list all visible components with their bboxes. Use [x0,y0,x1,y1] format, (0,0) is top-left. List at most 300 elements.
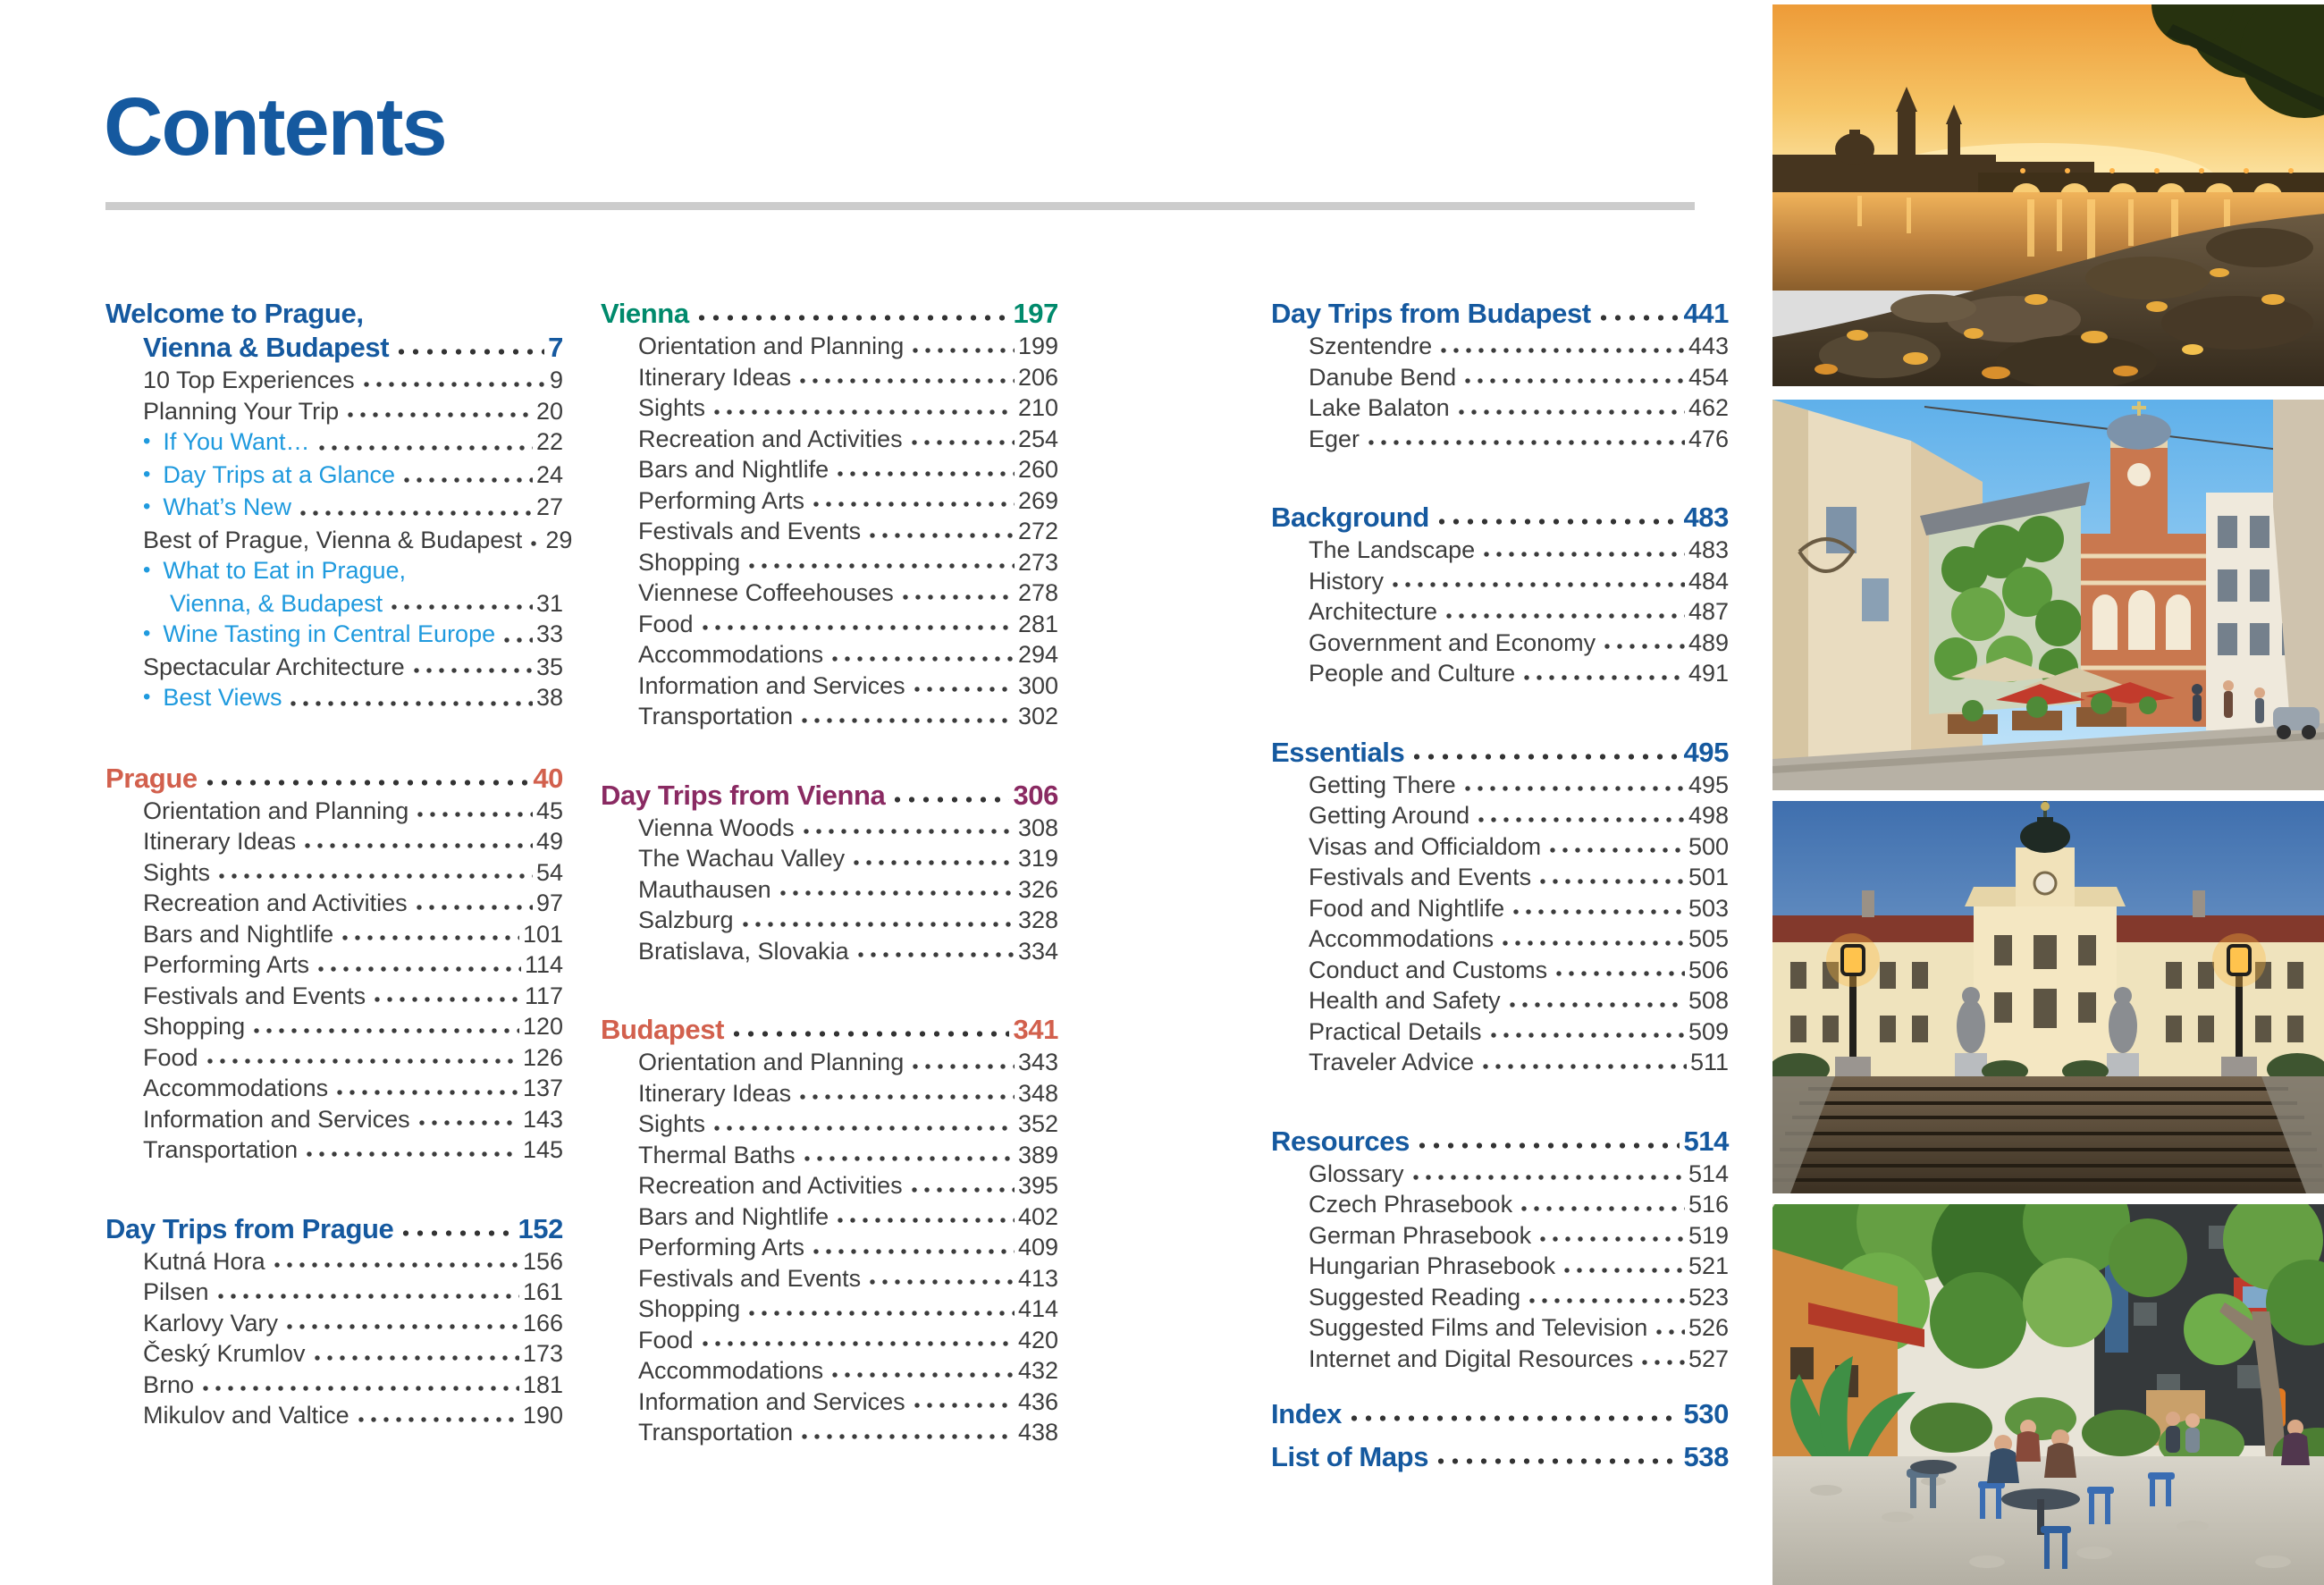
toc-entry-label: Performing Arts [638,1234,805,1260]
toc-entry-label: What to Eat in Prague, [163,557,407,584]
toc-entry-page: 35 [535,653,563,680]
photo-vienna-street-church [1772,400,2324,790]
toc-entry-label: Practical Details [1309,1017,1482,1045]
toc-entry-label: Mikulov and Valtice [143,1402,349,1429]
dot-leader [890,779,1009,813]
toc-entry-label: Kutná Hora [143,1247,265,1275]
dot-leader [1526,1282,1685,1313]
bullet-icon: • [143,621,151,645]
toc-entry-page: 117 [524,982,563,1009]
toc-entry-label: Brno [143,1370,195,1398]
dot-leader [1410,1159,1685,1190]
toc-entry-page: 254 [1017,425,1058,452]
toc-entry-page: 120 [522,1013,563,1040]
dot-leader [1487,1016,1685,1048]
dot-leader [800,813,1015,844]
toc-entry [1271,985,1729,1016]
toc-section-prague [105,762,563,1166]
toc-entry [1271,424,1729,455]
toc-entry-label: Pilsen [143,1278,209,1305]
toc-entry-page: 348 [1017,1079,1058,1107]
section-title-row [1271,1440,1729,1474]
toc-entry [105,949,563,981]
toc-entry-continuation [105,588,563,620]
toc-entry [601,639,1058,670]
toc-section-day-trips-prague [105,1212,563,1431]
toc-entry [105,682,563,715]
toc-entry-page: 145 [522,1136,563,1163]
section-title-row [601,779,1058,813]
title-rule [105,202,1695,210]
toc-entry [1271,1220,1729,1252]
toc-entry-label: Český Krumlov [143,1340,306,1367]
toc-entry [1271,566,1729,597]
dot-leader [866,516,1015,547]
toc-entry [1271,955,1729,986]
section-title-row [105,762,563,796]
toc-entry [105,981,563,1012]
toc-entry-label: Sights [638,394,706,421]
toc-entry-label: What’s New [163,493,291,520]
toc-entry-label: Shopping [638,548,741,576]
section-title-row [601,1013,1058,1047]
toc-entry-label: Food [143,1043,198,1071]
dot-leader [810,485,1015,517]
toc-section-background [1271,501,1729,689]
toc-entry-label: Sights [638,1110,706,1137]
dot-leader [695,297,1010,331]
section-page-number: 7 [548,332,563,363]
toc-entry-page: 319 [1017,845,1058,872]
section-title-row [1271,501,1729,535]
toc-entry-label: Festivals and Events [1309,864,1532,890]
toc-entry-label: The Wachau Valley [638,845,846,872]
toc-entry-page: 508 [1688,987,1729,1014]
toc-entry-page: 498 [1688,802,1729,829]
dot-leader [1537,862,1685,893]
dot-leader [271,1246,519,1277]
toc-entry-page: 500 [1688,832,1729,860]
toc-entry-page: 432 [1017,1357,1058,1384]
dot-leader [1506,985,1685,1016]
toc-entry-page: 495 [1688,771,1729,798]
toc-entry [105,365,563,396]
toc-entry-page: 24 [535,460,563,488]
toc-entry [601,1294,1058,1325]
toc-entry-label: Hungarian Phrasebook [1309,1252,1556,1279]
section-page-number: 197 [1013,298,1058,329]
toc-entry-page: 526 [1688,1314,1729,1341]
toc-entry [1271,331,1729,362]
dot-leader [1435,501,1680,535]
toc-entry-label: Orientation and Planning [638,1049,905,1075]
toc-entry-label: German Phrasebook [1309,1221,1532,1249]
toc-entry-page: 527 [1688,1345,1729,1372]
toc-entry [105,619,563,652]
toc-entry-label: Itinerary Ideas [638,363,792,391]
toc-entry [1271,392,1729,424]
dot-leader [1389,566,1685,597]
toc-entry-page: 190 [522,1402,563,1429]
toc-entry [601,331,1058,362]
toc-section-vienna [601,297,1058,732]
toc-entry [601,392,1058,424]
toc-entry [601,485,1058,517]
section-title: Prague [105,762,198,794]
section-title: Resources [1271,1125,1410,1157]
toc-entry-page: 269 [1017,486,1058,514]
toc-entry [105,492,563,525]
toc-entry-label: Mauthausen [638,875,771,903]
section-title-row [1271,736,1729,770]
toc-entry-page: 199 [1017,333,1058,359]
toc-entry-page: 521 [1688,1252,1729,1279]
toc-entry-label: Getting There [1309,771,1456,798]
toc-entry [601,1047,1058,1078]
toc-entry-page: 501 [1688,864,1729,890]
dot-leader [1475,800,1685,831]
bullet-icon: • [143,494,151,518]
toc-entry-page: 462 [1688,394,1729,421]
toc-entry-label: Orientation and Planning [143,797,409,824]
dot-leader [1561,1251,1685,1282]
toc-entry-page: 389 [1017,1141,1058,1168]
toc-entry [601,1263,1058,1294]
toc-entry-label: Danube Bend [1309,363,1457,391]
dot-leader [798,701,1015,732]
toc-entry [601,1325,1058,1356]
section-title: Day Trips from Prague [105,1212,394,1244]
toc-entry-label: Transportation [638,1419,794,1446]
toc-section-essentials [1271,736,1729,1078]
dot-leader [400,459,533,493]
toc-entry-page: 483 [1688,536,1729,563]
dot-leader [316,426,533,459]
toc-entry [601,547,1058,578]
dot-leader [796,1078,1015,1109]
dot-leader [339,919,519,950]
toc-entry [601,578,1058,609]
toc-entry-page: 487 [1688,598,1729,625]
toc-entry [105,1338,563,1370]
toc-entry-label: Vienna, & Budapest [170,589,383,617]
toc-entry-label: Viennese Coffeehouses [638,579,894,606]
dot-leader [855,936,1015,967]
toc-entry-label: Thermal Baths [638,1141,796,1168]
toc-entry-page: 272 [1017,518,1058,544]
toc-entry [105,888,563,919]
dot-leader [1347,1397,1680,1431]
toc-entry [105,1134,563,1166]
toc-entry-label: Suggested Reading [1309,1283,1521,1311]
toc-entry-page: 511 [1689,1049,1729,1075]
dot-leader [798,1417,1015,1448]
dot-leader [777,874,1015,906]
toc-entry-label: Vienna Woods [638,814,795,841]
dot-leader [416,1104,519,1135]
toc-entry-label: Glossary [1309,1159,1404,1187]
toc-entry-label: Food [638,610,694,637]
toc-entry-label: Bars and Nightlife [638,456,829,483]
toc-entry-page: 114 [524,951,563,978]
dot-leader [1461,362,1685,393]
dot-leader [711,1109,1015,1140]
toc-entry-page: 509 [1688,1017,1729,1045]
toc-entry [1271,535,1729,566]
toc-entry [1271,923,1729,955]
dot-leader [899,578,1015,609]
toc-entry-page: 22 [535,428,563,455]
toc-entry-label: Eger [1309,425,1360,452]
toc-entry-label: 10 Top Experiences [143,367,355,393]
toc-entry-label: Accommodations [143,1075,329,1101]
dot-leader [311,1338,519,1370]
toc-entry-page: 273 [1017,548,1058,576]
toc-entry-page: 206 [1017,363,1058,391]
toc-column-1 [105,297,573,1431]
toc-entry-label: Food and Nightlife [1309,894,1505,922]
toc-entry [1271,1251,1729,1282]
section-title: Background [1271,502,1429,533]
toc-entry-page: 491 [1688,660,1729,687]
dot-leader [909,331,1015,362]
toc-entry-label: Visas and Officialdom [1309,832,1542,860]
toc-entry-page: 506 [1688,956,1729,983]
toc-section-day-trips-vienna [601,779,1058,967]
toc-entry-page: 409 [1017,1234,1058,1260]
toc-entry [601,362,1058,393]
dot-leader [1443,596,1685,628]
section-page-number: 530 [1683,1398,1729,1429]
toc-entry-page: 402 [1017,1202,1058,1230]
dot-leader [388,588,533,620]
toc-entry-page: 294 [1017,641,1058,668]
toc-entry [601,424,1058,455]
toc-entry [1271,628,1729,659]
dot-leader [303,1134,519,1166]
toc-entry-label: Czech Phrasebook [1309,1191,1513,1218]
dot-leader [1415,1125,1680,1159]
toc-entry-page: 20 [535,397,563,425]
page-title: Contents [104,81,446,173]
photo-baroque-palace-staircase [1772,801,2324,1193]
dot-leader [1461,770,1685,801]
toc-entry-page: 161 [522,1278,563,1305]
section-title: Day Trips from Budapest [1271,298,1591,329]
toc-entry [105,919,563,950]
section-page-number: 341 [1013,1014,1058,1045]
toc-entry-page: 126 [522,1043,563,1071]
dot-leader [699,1325,1015,1356]
toc-entry [601,670,1058,702]
toc-entry-label: Recreation and Activities [638,425,903,452]
dot-leader [287,682,532,715]
toc-entry-label: Shopping [143,1013,246,1040]
toc-entry-page: 352 [1017,1110,1058,1137]
toc-entry [1271,1159,1729,1190]
dot-leader [1638,1344,1685,1375]
toc-entry-label: Sights [143,858,211,886]
toc-entry [1271,831,1729,863]
toc-entry-page: 420 [1017,1326,1058,1353]
dot-leader [745,547,1015,578]
toc-entry-label: Suggested Films and Television [1309,1314,1648,1341]
toc-entry-label: Karlovy Vary [143,1309,279,1336]
toc-section-day-trips-budapest [1271,297,1729,454]
toc-entry-page: 443 [1688,333,1729,359]
toc-entry-label: Salzburg [638,906,734,933]
toc-entry [601,1417,1058,1448]
section-title-row [105,1212,563,1246]
dot-leader [1653,1312,1685,1344]
toc-entry-label: Bratislava, Slovakia [638,937,849,965]
toc-entry-label: Spectacular Architecture [143,653,405,680]
toc-entry [1271,1016,1729,1048]
section-title-row [1271,297,1729,331]
dot-leader [1480,535,1685,566]
toc-entry [601,936,1058,967]
dot-leader [344,396,533,427]
toc-entry [601,905,1058,936]
toc-entry-page: 143 [522,1105,563,1133]
toc-entry [1271,770,1729,801]
toc-entry [105,1042,563,1074]
toc-entry [105,796,563,827]
toc-entry-page: 413 [1017,1264,1058,1292]
dot-leader [829,1355,1015,1387]
toc-entry-page: 31 [535,589,563,617]
toc-entry [601,843,1058,874]
dot-leader [501,619,533,652]
dot-leader [911,670,1015,702]
toc-section-list-of-maps [1271,1440,1729,1474]
toc-entry-page: 505 [1688,925,1729,952]
toc-entry-label: Health and Safety [1309,987,1501,1014]
dot-leader [850,843,1015,874]
vienna-street-illustration [1772,400,2324,790]
dot-leader [360,365,546,396]
section-title-row [601,297,1058,331]
toc-entry [601,454,1058,485]
toc-entry-page: 519 [1688,1221,1729,1249]
toc-section-index [1271,1397,1729,1431]
dot-leader [301,826,533,857]
toc-entry-label: Traveler Advice [1309,1049,1475,1075]
toc-entry-page: 328 [1017,906,1058,933]
toc-entry [1271,1282,1729,1313]
toc-column-2 [601,297,1058,1448]
toc-entry-label: Itinerary Ideas [638,1079,792,1107]
dot-leader [315,949,521,981]
toc-entry [105,1400,563,1431]
toc-entry-label: Information and Services [638,1387,905,1415]
toc-entry [105,1370,563,1401]
dot-leader [1596,297,1680,331]
toc-entry [601,1232,1058,1263]
toc-entry-label: Transportation [638,703,794,729]
dot-leader [1520,658,1685,689]
dot-leader [1537,1220,1685,1252]
toc-entry-label: Recreation and Activities [143,889,408,916]
dot-leader [215,857,533,889]
toc-entry [1271,1047,1729,1078]
toc-entry-label: People and Culture [1309,660,1516,687]
dot-leader [834,1201,1015,1233]
dot-leader [215,1277,519,1308]
toc-entry [601,1387,1058,1418]
toc-entry-label: Itinerary Ideas [143,828,297,855]
dot-leader [297,492,533,525]
toc-entry-label: Bars and Nightlife [143,920,334,948]
dot-leader [414,796,533,827]
dot-leader [355,1400,519,1431]
toc-entry-label: Conduct and Customs [1309,956,1548,983]
toc-entry [601,1078,1058,1109]
bullet-icon: • [143,685,151,709]
bullet-icon: • [143,558,151,582]
section-title: Day Trips from Vienna [601,779,886,811]
dot-leader [203,762,530,796]
section-title: List of Maps [1271,1441,1429,1472]
toc-entry-page: 476 [1688,425,1729,452]
section-title-line2: Vienna & Budapest [143,332,390,363]
toc-entry [601,516,1058,547]
toc-entry-label: Festivals and Events [143,982,366,1009]
dot-leader [1518,1189,1685,1220]
toc-entry-label: Lake Balaton [1309,394,1450,421]
toc-entry [601,1170,1058,1201]
toc-entry-page: 156 [522,1247,563,1275]
section-page-number: 538 [1683,1441,1729,1472]
dot-leader [829,639,1015,670]
toc-entry [1271,1344,1729,1375]
toc-entry-page: 302 [1017,703,1058,729]
toc-entry [601,609,1058,640]
toc-entry [105,652,563,683]
toc-entry-page: 49 [535,828,563,855]
dot-leader [909,1047,1015,1078]
dot-leader [333,1073,519,1104]
toc-entry-page: 395 [1017,1172,1058,1199]
palace-illustration [1772,801,2324,1193]
dot-leader [796,362,1015,393]
toc-entry [601,813,1058,844]
toc-column-3 [1271,297,1729,1474]
toc-entry [105,857,563,889]
section-page-number: 514 [1683,1125,1729,1157]
toc-entry-label: Recreation and Activities [638,1172,903,1199]
section-title-row [1271,1125,1729,1159]
toc-entry-label: Accommodations [638,1357,824,1384]
section-page-number: 152 [518,1212,563,1244]
toc-entry-label: Internet and Digital Resources [1309,1345,1634,1372]
toc-entry-page: 438 [1017,1419,1058,1446]
toc-entry-page: 29 [545,526,573,553]
toc-entry-page: 27 [535,493,563,520]
toc-section-budapest [601,1013,1058,1448]
dot-leader [1601,628,1685,659]
section-page-number: 40 [533,762,563,794]
section-page-number: 306 [1013,779,1058,811]
toc-entry-page: 281 [1017,610,1058,637]
dot-leader [1479,1047,1687,1078]
dot-leader [371,981,521,1012]
toc-entry-label: Accommodations [1309,925,1495,952]
toc-entry-page: 173 [522,1340,563,1367]
toc-entry-page: 54 [535,858,563,886]
toc-entry-label: Day Trips at a Glance [163,460,396,488]
toc-entry [105,555,563,588]
